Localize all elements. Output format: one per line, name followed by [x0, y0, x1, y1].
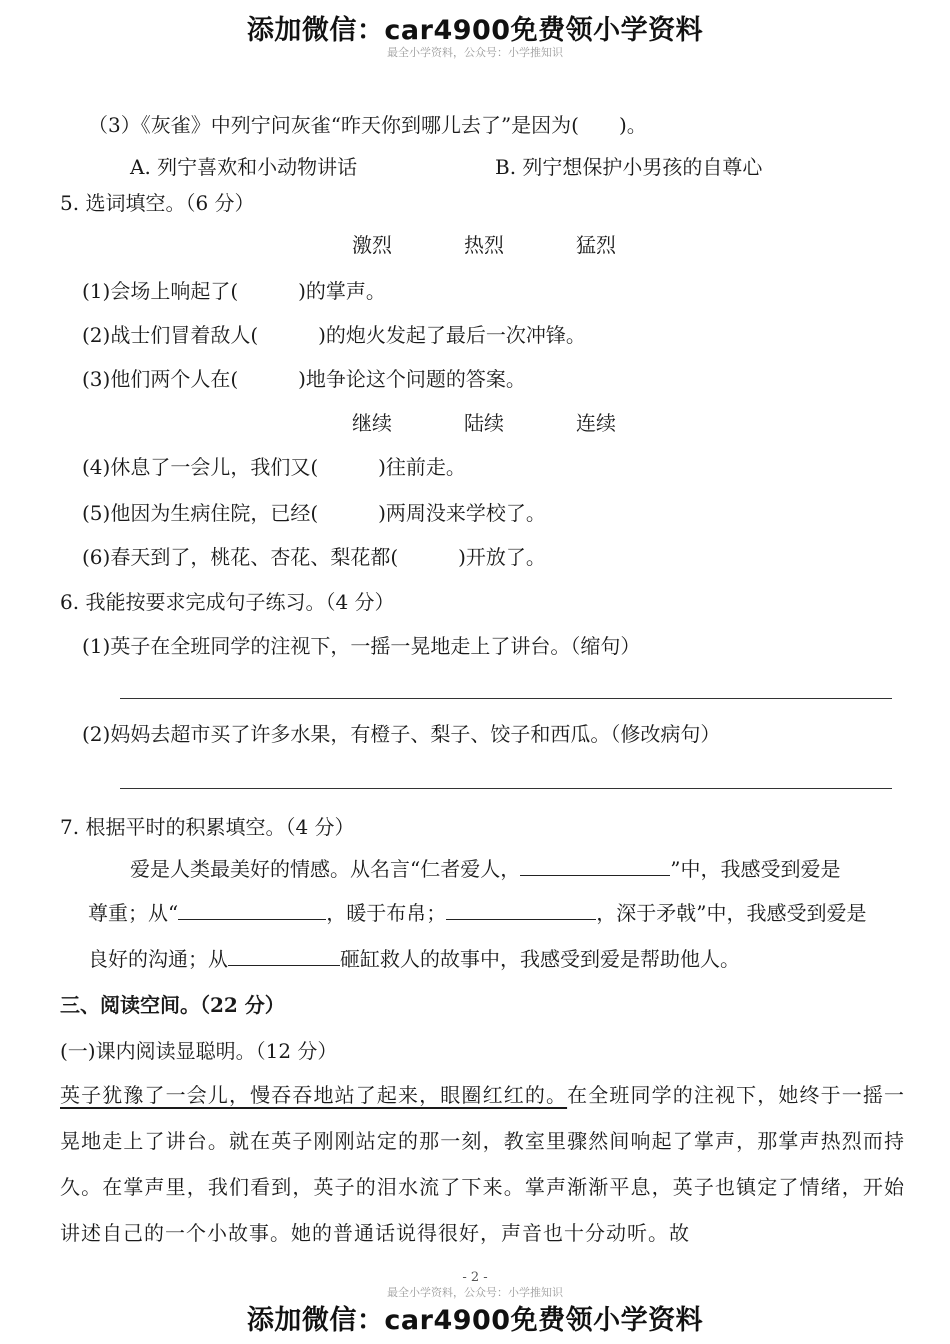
q5-word-option: 猛烈: [576, 233, 616, 257]
q6-sentence-2: (2)妈妈去超市买了许多水果，有橙子、梨子、饺子和西瓜。（修改病句）: [82, 722, 721, 746]
q7-text: 爱是人类最美好的情感。从名言“仁者爱人，: [130, 857, 521, 881]
section-3-title: 三、阅读空间。（22 分）: [60, 993, 285, 1017]
faint-header-text: 最全小学资料，公众号：小学推知识: [387, 46, 563, 59]
faint-footer-text: 最全小学资料，公众号：小学推知识: [387, 1286, 563, 1299]
q7-line-3: [88, 944, 740, 974]
fill-blank[interactable]: [520, 855, 670, 876]
underlined-sentence: 英子犹豫了一会儿，慢吞吞地站了起来，眼圈红红的。: [60, 1083, 568, 1107]
answer-line-1[interactable]: [120, 698, 892, 699]
q5-word-option: 热烈: [464, 233, 504, 257]
q4-3-question: （3）《灰雀》中列宁问灰雀“昨天你到哪儿去了”是因为( )。: [88, 113, 647, 137]
q7-line-2: [88, 898, 866, 928]
q7-line-1: [130, 854, 840, 884]
q7-text: 良好的沟通；从: [88, 947, 228, 971]
watermark-banner-top: 添加微信：car4900免费领小学资料: [246, 15, 704, 46]
q7-text: ”中，我感受到爱是: [670, 857, 841, 881]
q5-sentence-4: (4)休息了一会儿，我们又( )往前走。: [82, 455, 466, 479]
q7-text: ，深于矛戟”中，我感受到爱是: [596, 901, 867, 925]
q6-sentence-1: (1)英子在全班同学的注视下，一摇一晃地走上了讲台。（缩句）: [82, 634, 641, 658]
reading-passage: [60, 1072, 905, 1256]
q4-3-option-b: B. 列宁想保护小男孩的自尊心: [495, 155, 763, 179]
passage-text: 在全班同学的注视下，她终于一摇一晃地走上了讲台。就在英子刚刚站定的那一刻，教室里骤然间响起了掌声，那掌声热烈而持久。在掌声里，我们看到，英子的泪水流了下来。掌声渐渐平息，英子也镇定了情绪，开始讲述自己的一个小故事。她的普通话说得很好，声音也十分动听。故: [60, 1083, 906, 1245]
q6-title: 6. 我能按要求完成句子练习。（4 分）: [60, 590, 395, 614]
answer-line-2[interactable]: [120, 788, 892, 789]
q5-word-option: 激烈: [352, 233, 392, 257]
q5-sentence-6: (6)春天到了，桃花、杏花、梨花都( )开放了。: [82, 545, 546, 569]
fill-blank[interactable]: [228, 945, 340, 966]
page-number: - 2 -: [462, 1270, 488, 1285]
q5-word-option: 陆续: [464, 411, 504, 435]
q4-3-option-a: A. 列宁喜欢和小动物讲话: [130, 155, 358, 179]
fill-blank[interactable]: [446, 899, 596, 920]
q5-sentence-2: (2)战士们冒着敌人( )的炮火发起了最后一次冲锋。: [82, 323, 586, 347]
q5-word-option: 连续: [576, 411, 616, 435]
q7-text: ，暖于布帛；: [326, 901, 447, 925]
q5-sentence-5: (5)他因为生病住院，已经( )两周没来学校了。: [82, 501, 546, 525]
section-3-subtitle: (一)课内阅读显聪明。（12 分）: [60, 1039, 338, 1063]
q5-title: 5. 选词填空。（6 分）: [60, 191, 255, 215]
q7-title: 7. 根据平时的积累填空。（4 分）: [60, 815, 355, 839]
watermark-banner-bottom: 添加微信：car4900免费领小学资料: [246, 1305, 704, 1336]
q7-text: 砸缸救人的故事中，我感受到爱是帮助他人。: [340, 947, 740, 971]
q5-sentence-1: (1)会场上响起了( )的掌声。: [82, 279, 386, 303]
fill-blank[interactable]: [178, 899, 326, 920]
q5-word-option: 继续: [352, 411, 392, 435]
q7-text: 尊重；从“: [88, 901, 179, 925]
q5-sentence-3: (3)他们两个人在( )地争论这个问题的答案。: [82, 367, 526, 391]
